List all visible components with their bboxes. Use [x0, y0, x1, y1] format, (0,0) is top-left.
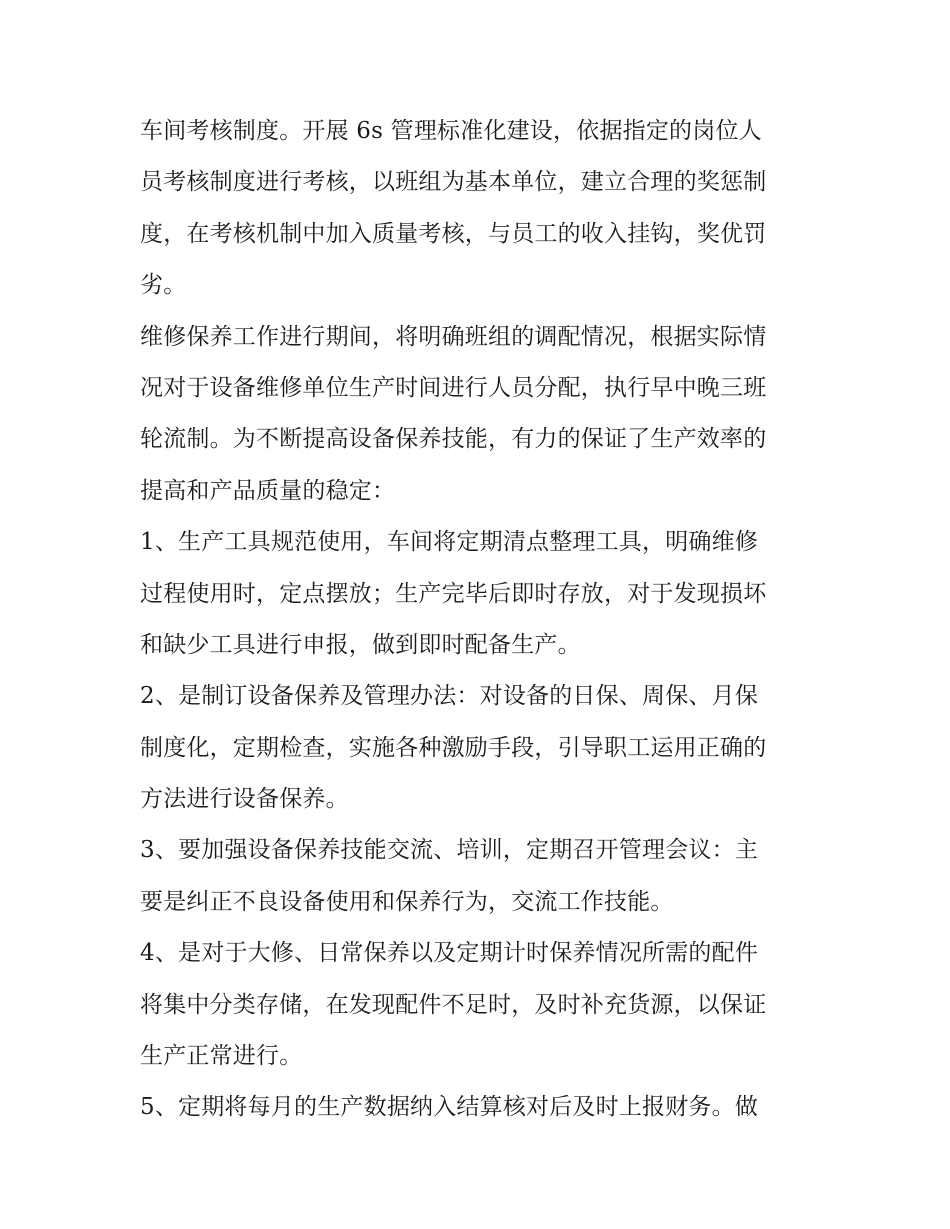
text-line: 劣。	[140, 272, 187, 299]
text-line: 维修保养工作进行期间，将明确班组的调配情况，根据实际情	[140, 323, 767, 350]
text-line: 度，在考核机制中加入质量考核，与员工的收入挂钩，奖优罚	[140, 220, 767, 247]
text-line: 况对于设备维修单位生产时间进行人员分配，执行早中晚三班	[140, 374, 767, 401]
body-text	[140, 106, 812, 1134]
text-line: 1、生产工具规范使用，车间将定期清点整理工具，明确维修	[140, 529, 759, 556]
text-line: 将集中分类存储，在发现配件不足时，及时补充货源，以保证	[140, 991, 767, 1018]
text-line: 员考核制度进行考核，以班组为基本单位，建立合理的奖惩制	[140, 169, 767, 196]
text-line: 要是纠正不良设备使用和保养行为，交流工作技能。	[140, 888, 674, 915]
text-line: 轮流制。为不断提高设备保养技能，有力的保证了生产效率的	[140, 426, 767, 453]
text-line: 5、定期将每月的生产数据纳入结算核对后及时上报财务。做	[140, 1094, 759, 1121]
text-line: 方法进行设备保养。	[140, 786, 349, 813]
text-line: 车间考核制度。开展 6s 管理标准化建设，依据指定的岗位人	[140, 118, 762, 144]
text-line: 提高和产品质量的稳定：	[140, 477, 396, 504]
text-line: 制度化，定期检查，实施各种激励手段，引导职工运用正确的	[140, 734, 767, 761]
text-line: 3、要加强设备保养技能交流、培训，定期召开管理会议：主	[140, 837, 759, 864]
text-line: 生产正常进行。	[140, 1043, 303, 1070]
text-line: 4、是对于大修、日常保养以及定期计时保养情况所需的配件	[140, 940, 759, 967]
text-line: 2、是制订设备保养及管理办法：对设备的日保、周保、月保	[140, 683, 759, 710]
text-line: 过程使用时，定点摆放；生产完毕后即时存放，对于发现损坏	[140, 580, 767, 607]
text-line: 和缺少工具进行申报，做到即时配备生产。	[140, 631, 581, 658]
